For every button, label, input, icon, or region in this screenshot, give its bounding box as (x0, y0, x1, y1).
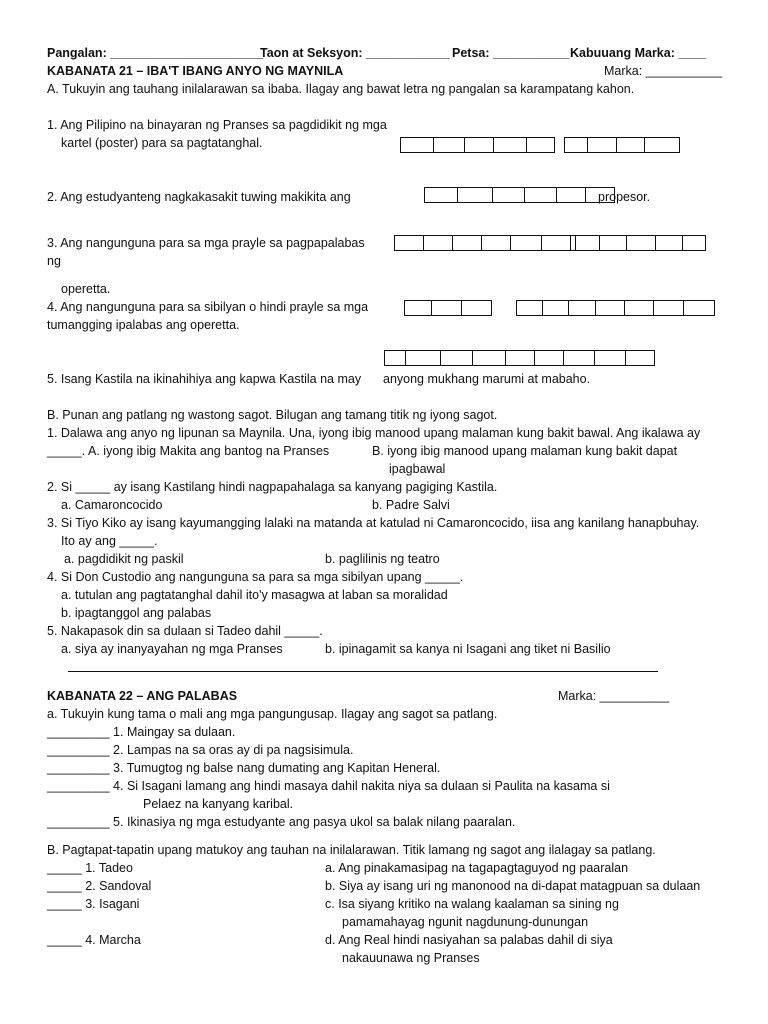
letter-box[interactable] (524, 187, 557, 203)
question-3-text: 3. Ang nangunguna para sa mga prayle sa pagpapalabas (47, 236, 365, 250)
letter-box[interactable] (644, 137, 680, 153)
letter-box[interactable] (423, 235, 453, 251)
question-3-text-end: operetta. (61, 282, 111, 296)
letter-box[interactable] (510, 235, 542, 251)
letter-box[interactable] (587, 137, 617, 153)
b-question-5: 5. Nakapasok din sa dulaan si Tadeo dahil _____. (47, 624, 323, 638)
question-2-text: 2. Ang estudyanteng nagkakasakit tuwing makikita ang (47, 190, 351, 204)
b-question-5-option-b[interactable]: b. ipinagamit sa kanya ni Isagani ang tiket ni Basilio (325, 642, 611, 656)
letter-box[interactable] (626, 235, 656, 251)
true-false-item[interactable]: _________ 2. Lampas na sa oras ay di pa nagsisimula. (47, 743, 354, 757)
b-question-1-option-b[interactable]: B. iyong ibig manood upang malaman kung bakit dapat (372, 444, 678, 458)
letter-box[interactable] (493, 137, 527, 153)
letter-box[interactable] (595, 300, 625, 316)
matching-option-c: c. Isa siyang kritiko na walang kaalaman sa sining ng (325, 897, 619, 911)
question-1-text: 1. Ang Pilipino na binayaran ng Pranses sa pagdidikit ng mga (47, 118, 387, 132)
question-4-text: 4. Ang nangunguna para sa sibilyan o hindi prayle sa mga (47, 300, 369, 314)
true-false-item[interactable]: _________ 5. Ikinasiya ng mga estudyante ang pasya ukol sa balak nilang paaralan. (47, 815, 516, 829)
letter-box[interactable] (542, 300, 569, 316)
letter-box[interactable] (457, 187, 493, 203)
question-4-text-cont: tumangging ipalabas ang operetta. (47, 318, 240, 332)
answer-boxes[interactable] (565, 137, 680, 153)
letter-box[interactable] (394, 235, 424, 251)
ch22-part-a-instruction: a. Tukuyin kung tama o mali ang mga pangungusap. Ilagay ang sagot sa patlang. (47, 707, 498, 721)
b-question-3-cont: Ito ay ang _____. (61, 534, 158, 548)
letter-box[interactable] (452, 235, 482, 251)
letter-box[interactable] (433, 137, 465, 153)
answer-boxes[interactable] (395, 235, 576, 251)
matching-item-left[interactable]: _____ 1. Tadeo (47, 861, 133, 875)
letter-box[interactable] (655, 235, 683, 251)
b-question-4-option-a[interactable]: a. tutulan ang pagtatanghal dahil ito'y masagwa at laban sa moralidad (61, 588, 448, 602)
total-score-label: Kabuuang Marka: ____ (570, 46, 707, 60)
b-question-1-option-b-cont: ipagbawal (389, 462, 446, 476)
letter-box[interactable] (481, 235, 511, 251)
letter-box[interactable] (616, 137, 645, 153)
matching-option-d: d. Ang Real hindi nasiyahan sa palabas dahil di siya (325, 933, 613, 947)
letter-box[interactable] (594, 350, 626, 366)
matching-item-left[interactable]: _____ 3. Isagani (47, 897, 140, 911)
letter-box[interactable] (599, 235, 627, 251)
letter-box[interactable] (384, 350, 406, 366)
letter-box[interactable] (682, 235, 706, 251)
letter-box[interactable] (624, 300, 654, 316)
matching-option-a: a. Ang pinakamasipag na tagapagtaguyod ng paaralan (325, 861, 629, 875)
matching-item-left[interactable]: _____ 2. Sandoval (47, 879, 152, 893)
part-a-instruction: A. Tukuyin ang tauhang inilalarawan sa ibaba. Ilagay ang bawat letra ng pangalan sa karampatang kahon. (47, 82, 635, 96)
letter-box[interactable] (505, 350, 535, 366)
answer-boxes[interactable] (385, 350, 655, 366)
letter-box[interactable] (516, 300, 543, 316)
letter-box[interactable] (464, 137, 494, 153)
true-false-item[interactable]: _________ 4. Si Isagani lamang ang hindi masaya dahil nakita niya sa dulaan si Paulita na kasama si (47, 779, 610, 793)
true-false-item[interactable]: _________ 1. Maingay sa dulaan. (47, 725, 236, 739)
matching-option-d-cont: nakauunawa ng Pranses (342, 951, 480, 965)
matching-option-c-cont: pamamahayag ngunit nagdunung-dunungan (342, 915, 589, 929)
question-3-text-cont: ng (47, 254, 61, 268)
b-question-2: 2. Si _____ ay isang Kastilang hindi nagpapahalaga sa kanyang pagiging Kastila. (47, 480, 498, 494)
name-field-label: Pangalan: ______________________ (47, 46, 264, 60)
b-question-1-option-a[interactable]: _____. A. iyong ibig Makita ang bantog na Pranses (47, 444, 330, 458)
chapter-21-score: Marka: ___________ (604, 64, 723, 78)
section-field-label: Taon at Seksyon: ____________ (260, 46, 450, 60)
question-1-text-cont: kartel (poster) para sa pagtatanghal. (61, 136, 263, 150)
letter-box[interactable] (653, 300, 684, 316)
b-question-3-option-a[interactable]: a. pagdidikit ng paskil (64, 552, 184, 566)
chapter-22-score: Marka: __________ (558, 689, 670, 703)
b-question-5-option-a[interactable]: a. siya ay inanyayahan ng mga Pranses (61, 642, 283, 656)
b-question-4-option-b[interactable]: b. ipagtanggol ang palabas (61, 606, 212, 620)
part-b-instruction: B. Punan ang patlang ng wastong sagot. Bilugan ang tamang titik ng iyong sagot. (47, 408, 498, 422)
letter-box[interactable] (556, 187, 586, 203)
letter-box[interactable] (472, 350, 506, 366)
answer-boxes[interactable] (425, 187, 615, 203)
b-question-2-option-b[interactable]: b. Padre Salvi (372, 498, 450, 512)
b-question-2-option-a[interactable]: a. Camaroncocido (61, 498, 163, 512)
letter-box[interactable] (405, 350, 441, 366)
section-divider (68, 671, 658, 672)
b-question-4: 4. Si Don Custodio ang nangunguna sa para sa mga sibilyan upang _____. (47, 570, 464, 584)
b-question-1: 1. Dalawa ang anyo ng lipunan sa Maynila. Una, iyong ibig manood upang malaman kung bakit bawal. Ang ikalawa ay (47, 426, 701, 440)
letter-box[interactable] (492, 187, 525, 203)
letter-box[interactable] (526, 137, 555, 153)
letter-box[interactable] (534, 350, 564, 366)
question-2-after: propesor. (598, 190, 651, 204)
letter-box[interactable] (424, 187, 458, 203)
letter-box[interactable] (440, 350, 473, 366)
letter-box[interactable] (568, 300, 596, 316)
question-5-after: anyong mukhang marumi at mabaho. (383, 372, 591, 386)
chapter-21-title: KABANATA 21 – IBA'T IBANG ANYO NG MAYNILA (47, 64, 344, 78)
letter-box[interactable] (563, 350, 595, 366)
letter-box[interactable] (461, 300, 492, 316)
answer-boxes[interactable] (517, 300, 715, 316)
question-5-text: 5. Isang Kastila na ikinahihiya ang kapwa Kastila na may (47, 372, 362, 386)
answer-boxes[interactable] (571, 235, 706, 251)
ch22-part-b-instruction: B. Pagtapat-tapatin upang matukoy ang tauhan na inilalarawan. Titik lamang ng sagot ang ilalagay sa patlang. (47, 843, 656, 857)
chapter-22-title: KABANATA 22 – ANG PALABAS (47, 689, 238, 703)
b-question-3-option-b[interactable]: b. paglilinis ng teatro (325, 552, 440, 566)
letter-box[interactable] (431, 300, 462, 316)
letter-box[interactable] (570, 235, 600, 251)
answer-boxes[interactable] (401, 137, 555, 153)
matching-option-b: b. Siya ay isang uri ng manonood na di-dapat matagpuan sa dulaan (325, 879, 701, 893)
date-field-label: Petsa: ___________ (452, 46, 570, 60)
letter-box[interactable] (400, 137, 434, 153)
true-false-item[interactable]: _________ 3. Tumugtog ng balse nang dumating ang Kapitan Heneral. (47, 761, 441, 775)
b-question-3: 3. Si Tiyo Kiko ay isang kayumangging lalaki na matanda at katulad ni Camaroncocido, iisa ang kanilang hanapbuhay. (47, 516, 700, 530)
letter-box[interactable] (564, 137, 588, 153)
letter-box[interactable] (625, 350, 655, 366)
answer-boxes[interactable] (405, 300, 492, 316)
matching-item-left[interactable]: _____ 4. Marcha (47, 933, 141, 947)
true-false-item-cont: Pelaez na kanyang karibal. (143, 797, 294, 811)
letter-box[interactable] (683, 300, 715, 316)
letter-box[interactable] (404, 300, 432, 316)
